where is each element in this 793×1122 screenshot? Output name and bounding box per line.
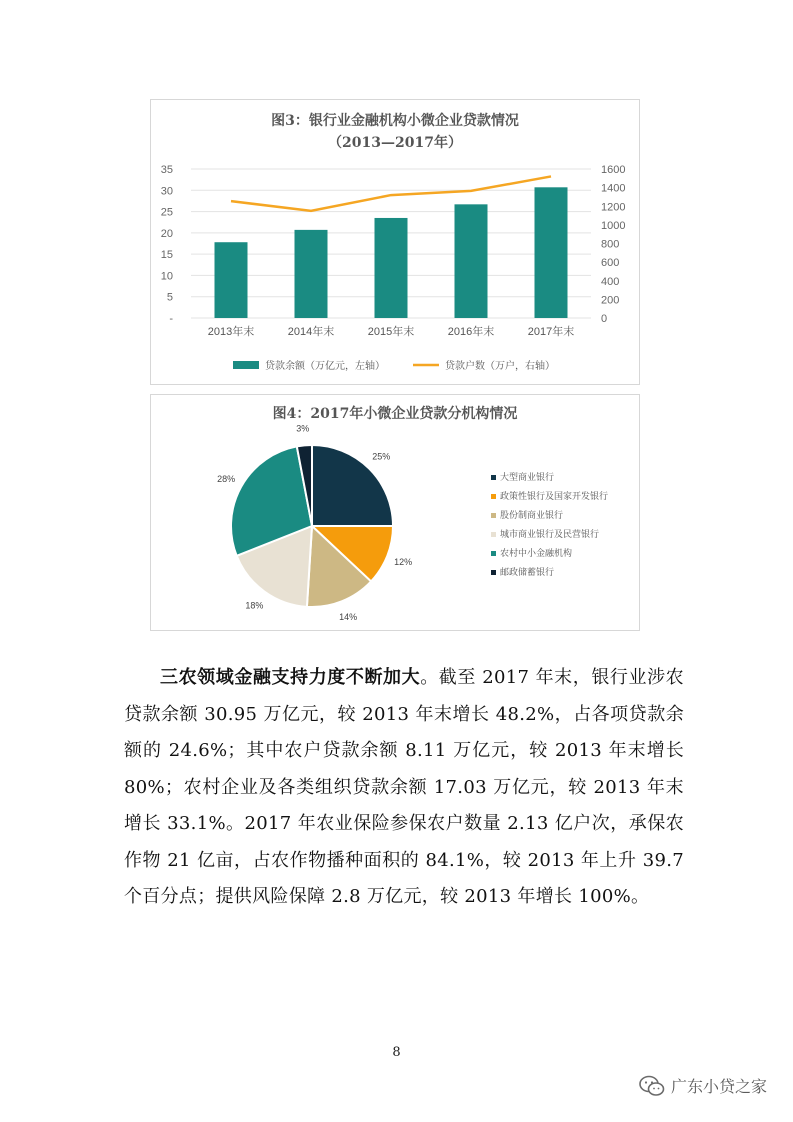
legend-label: 农村中小金融机构 — [500, 549, 573, 559]
legend-label-line: 贷款户数（万户，右轴） — [445, 361, 555, 372]
watermark-text: 广东小贷之家 — [670, 1077, 767, 1096]
legend-swatch — [491, 513, 496, 518]
fig4-chart — [151, 395, 639, 630]
watermark — [639, 1074, 767, 1097]
legend-label: 政策性银行及国家开发银行 — [500, 492, 609, 502]
fig4-title: 图4：2017年小微企业贷款分机构情况 — [272, 406, 518, 422]
legend-label: 城市商业银行及民营银行 — [500, 530, 600, 540]
page-number: 8 — [392, 1045, 401, 1060]
bar — [215, 242, 248, 318]
right-tick-label: 1600 — [601, 164, 626, 176]
right-tick-label: 600 — [601, 257, 620, 270]
pie-data-label: 25% — [372, 451, 391, 462]
category-label: 2017年末 — [527, 326, 575, 338]
right-tick-label: 800 — [601, 238, 620, 251]
right-tick-label: 200 — [601, 294, 620, 307]
fig3-chart — [151, 100, 639, 384]
figure-3-panel — [150, 99, 640, 385]
left-tick-label: 25 — [160, 206, 173, 219]
left-tick-label: 15 — [160, 249, 173, 262]
body-text: 。截至 2017 年末，银行业涉农贷款余额 30.95 万亿元，较 2013 年末增长 48.2%，占各项贷款余额的 24.6%；其中农户贷款余额 8.11 万亿元，较 2013 年末增长 80%；农村企业及各类组织贷款余额 17.03 万亿元，较 2013 年末增长 33.1%。2017 年农业保险参保农户数量 2.13 亿户次，承保农作物 21 亿亩，占农作物播种面积的 84.1%，较 2013 年上升 39.7 个百分点；提供风险保障 2.8 万亿元，较 2013 年增长 100%。 — [124, 667, 684, 907]
bar — [535, 187, 568, 318]
legend-swatch — [491, 532, 496, 537]
category-label: 2016年末 — [447, 326, 495, 338]
left-tick-label: 30 — [160, 185, 173, 198]
pie-data-label: 18% — [245, 600, 264, 611]
pie-data-label: 12% — [394, 557, 413, 568]
wechat-icon — [639, 1075, 665, 1097]
fig3-title: 图3：银行业金融机构小微企业贷款情况 — [271, 113, 519, 129]
right-tick-label: 400 — [601, 275, 620, 288]
legend-swatch-bar — [233, 361, 259, 369]
legend-swatch — [491, 551, 496, 556]
legend-label: 股份制商业银行 — [500, 511, 564, 521]
right-tick-label: 1200 — [601, 201, 626, 214]
pie-data-label: 3% — [296, 423, 310, 434]
bar — [295, 230, 328, 318]
legend-swatch — [491, 475, 496, 480]
right-tick-label: 1400 — [601, 182, 626, 195]
bar — [455, 204, 488, 318]
left-tick-label: 35 — [160, 164, 173, 176]
right-tick-label: 1000 — [601, 219, 626, 232]
left-tick-label: 5 — [166, 291, 173, 304]
fig3-subtitle: （2013—2017年） — [328, 135, 462, 151]
legend-swatch — [491, 494, 496, 499]
pie-data-label: 28% — [217, 473, 236, 484]
line-series — [231, 176, 551, 210]
legend-swatch — [491, 570, 496, 575]
bar — [375, 218, 408, 318]
body-paragraph — [124, 660, 684, 916]
body-lead: 三农领域金融支持力度不断加大 — [160, 667, 421, 688]
category-label: 2015年末 — [367, 326, 415, 338]
legend-label-bar: 贷款余额（万亿元，左轴） — [265, 361, 385, 372]
legend-label: 大型商业银行 — [500, 473, 555, 483]
legend-label: 邮政储蓄银行 — [500, 568, 555, 578]
left-tick-label: 20 — [160, 227, 173, 240]
pie-data-label: 14% — [339, 612, 358, 623]
category-label: 2014年末 — [287, 326, 335, 338]
figure-4-panel — [150, 394, 640, 631]
category-label: 2013年末 — [207, 326, 255, 338]
left-tick-label: 10 — [160, 270, 173, 283]
right-tick-label: 0 — [601, 313, 608, 325]
left-tick-label: - — [169, 313, 173, 325]
